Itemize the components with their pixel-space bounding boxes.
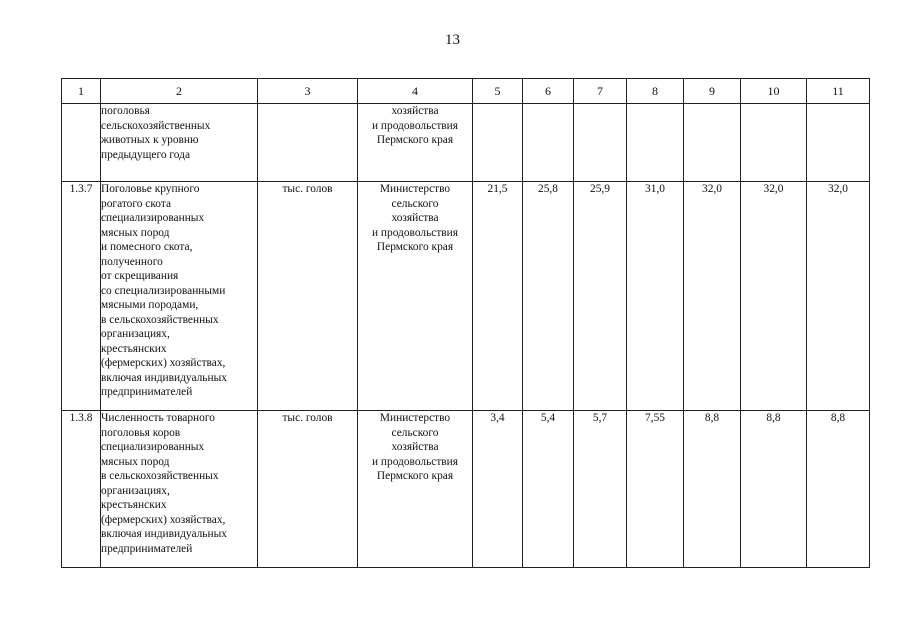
value-cell: 31,0	[627, 182, 684, 411]
value-cell	[807, 104, 870, 182]
page-number: 13	[445, 32, 460, 48]
value-cell: 25,9	[574, 182, 627, 411]
column-header: 9	[684, 79, 741, 104]
unit-cell: тыс. голов	[258, 411, 358, 568]
value-cell: 8,8	[684, 411, 741, 568]
value-cell: 25,8	[523, 182, 574, 411]
indicator-name: Численность товарного поголовья коров специализированных мясных пород в сельскохозяйственных организациях, крестьянских (фермерских) хозяйствах, включая индивидуальных предпринимателей	[101, 411, 258, 568]
row-number	[62, 104, 101, 182]
unit-cell: тыс. голов	[258, 182, 358, 411]
value-cell: 5,4	[523, 411, 574, 568]
value-cell: 8,8	[741, 411, 807, 568]
value-cell	[473, 104, 523, 182]
unit-cell	[258, 104, 358, 182]
value-cell: 32,0	[741, 182, 807, 411]
column-header: 1	[62, 79, 101, 104]
value-cell	[684, 104, 741, 182]
table-row	[62, 182, 870, 411]
column-header: 11	[807, 79, 870, 104]
value-cell: 32,0	[684, 182, 741, 411]
column-header: 6	[523, 79, 574, 104]
indicator-name: Поголовье крупного рогатого скота специализированных мясных пород и помесного скота, полученного от скрещивания со специализированными мясными породами, в сельскохозяйственных организациях, крестьянских (фермерских) хозяйствах, включая индивидуальных предпринимателей	[101, 182, 258, 411]
executor-cell: Министерство сельского хозяйства и продовольствия Пермского края	[358, 411, 473, 568]
value-cell: 7,55	[627, 411, 684, 568]
value-cell: 32,0	[807, 182, 870, 411]
column-header: 5	[473, 79, 523, 104]
indicators-table	[61, 78, 870, 568]
row-number: 1.3.8	[62, 411, 101, 568]
table-row	[62, 104, 870, 182]
executor-cell: хозяйства и продовольствия Пермского края	[358, 104, 473, 182]
column-header: 4	[358, 79, 473, 104]
value-cell	[741, 104, 807, 182]
column-header: 3	[258, 79, 358, 104]
table-header-row	[62, 79, 870, 104]
table-row	[62, 411, 870, 568]
column-header: 7	[574, 79, 627, 104]
column-header: 8	[627, 79, 684, 104]
value-cell	[523, 104, 574, 182]
value-cell: 3,4	[473, 411, 523, 568]
executor-cell: Министерство сельского хозяйства и продовольствия Пермского края	[358, 182, 473, 411]
value-cell: 5,7	[574, 411, 627, 568]
row-number: 1.3.7	[62, 182, 101, 411]
column-header: 2	[101, 79, 258, 104]
value-cell: 21,5	[473, 182, 523, 411]
value-cell	[574, 104, 627, 182]
value-cell	[627, 104, 684, 182]
value-cell: 8,8	[807, 411, 870, 568]
column-header: 10	[741, 79, 807, 104]
indicator-name: поголовья сельскохозяйственных животных к уровню предыдущего года	[101, 104, 258, 182]
